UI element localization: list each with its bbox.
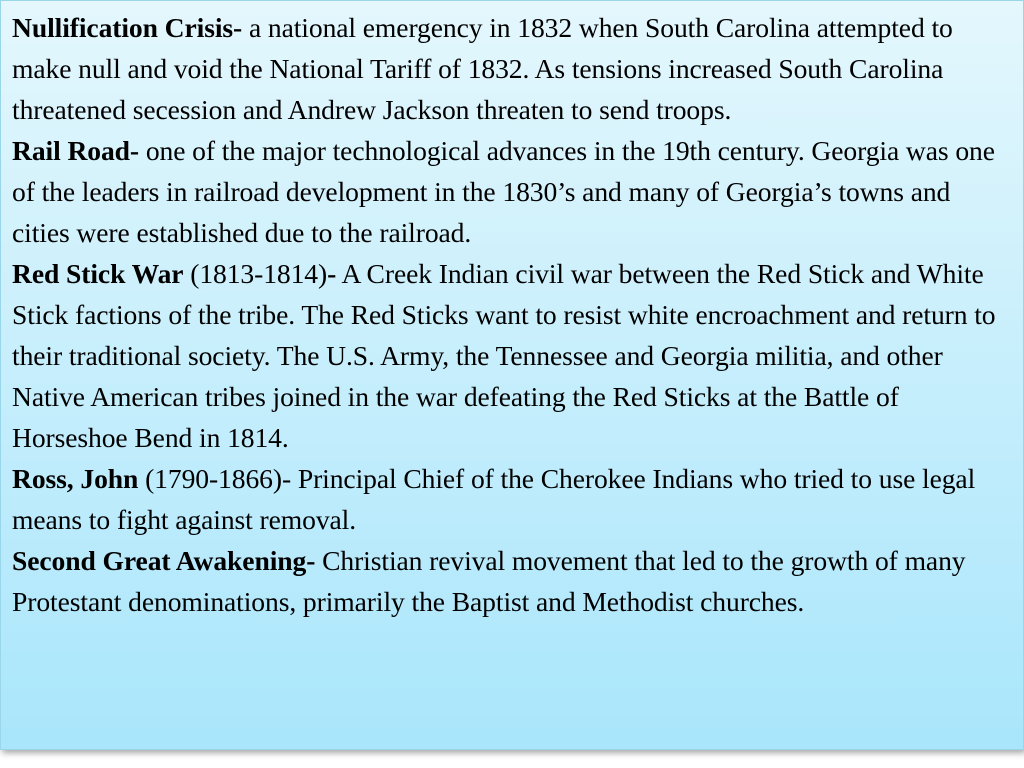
glossary-entry-ross-john [12, 458, 1013, 540]
glossary-definition: one of the major technological advances in the 19th century. Georgia was one of the leaders in railroad development in the 1830’s and many of Georgia’s towns and cities were established due to the railroad. [12, 135, 995, 248]
glossary-definition: A Creek Indian civil war between the Red Stick and White Stick factions of the tribe. The Red Sticks want to resist white encroachment and return to their traditional society. The U.S. Army, the Tennessee and Georgia militia, and other Native American tribes joined in the war defeating the Red Sticks at the Battle of Horseshoe Bend in 1814. [12, 258, 996, 453]
glossary-dash: - [327, 258, 337, 289]
glossary-entry-second-great-awakening [12, 540, 1013, 622]
glossary-definition: a national emergency in 1832 when South Carolina attempted to make null and void the National Tariff of 1832. As tensions increased South Carolina threatened secession and Andrew Jackson threaten to send troops. [12, 12, 953, 125]
glossary-dates: (1790-1866) [138, 463, 282, 494]
glossary-definition: - Principal Chief of the Cherokee Indians who tried to use legal means to fight against removal. [12, 463, 976, 535]
glossary-entry-nullification-crisis [12, 7, 1013, 130]
glossary-term: Red Stick War [12, 258, 184, 289]
glossary-term: Rail Road- [12, 135, 140, 166]
glossary-dates: (1813-1814) [183, 258, 328, 289]
glossary-term: Second Great Awakening- [12, 545, 316, 576]
glossary-term: Nullification Crisis- [12, 12, 243, 43]
glossary-entry-red-stick-war [12, 253, 1013, 458]
glossary-entry-rail-road [12, 130, 1013, 253]
glossary-definition: Christian revival movement that led to the growth of many Protestant denominations, primarily the Baptist and Methodist churches. [12, 545, 966, 617]
glossary-term: Ross, John [12, 463, 139, 494]
